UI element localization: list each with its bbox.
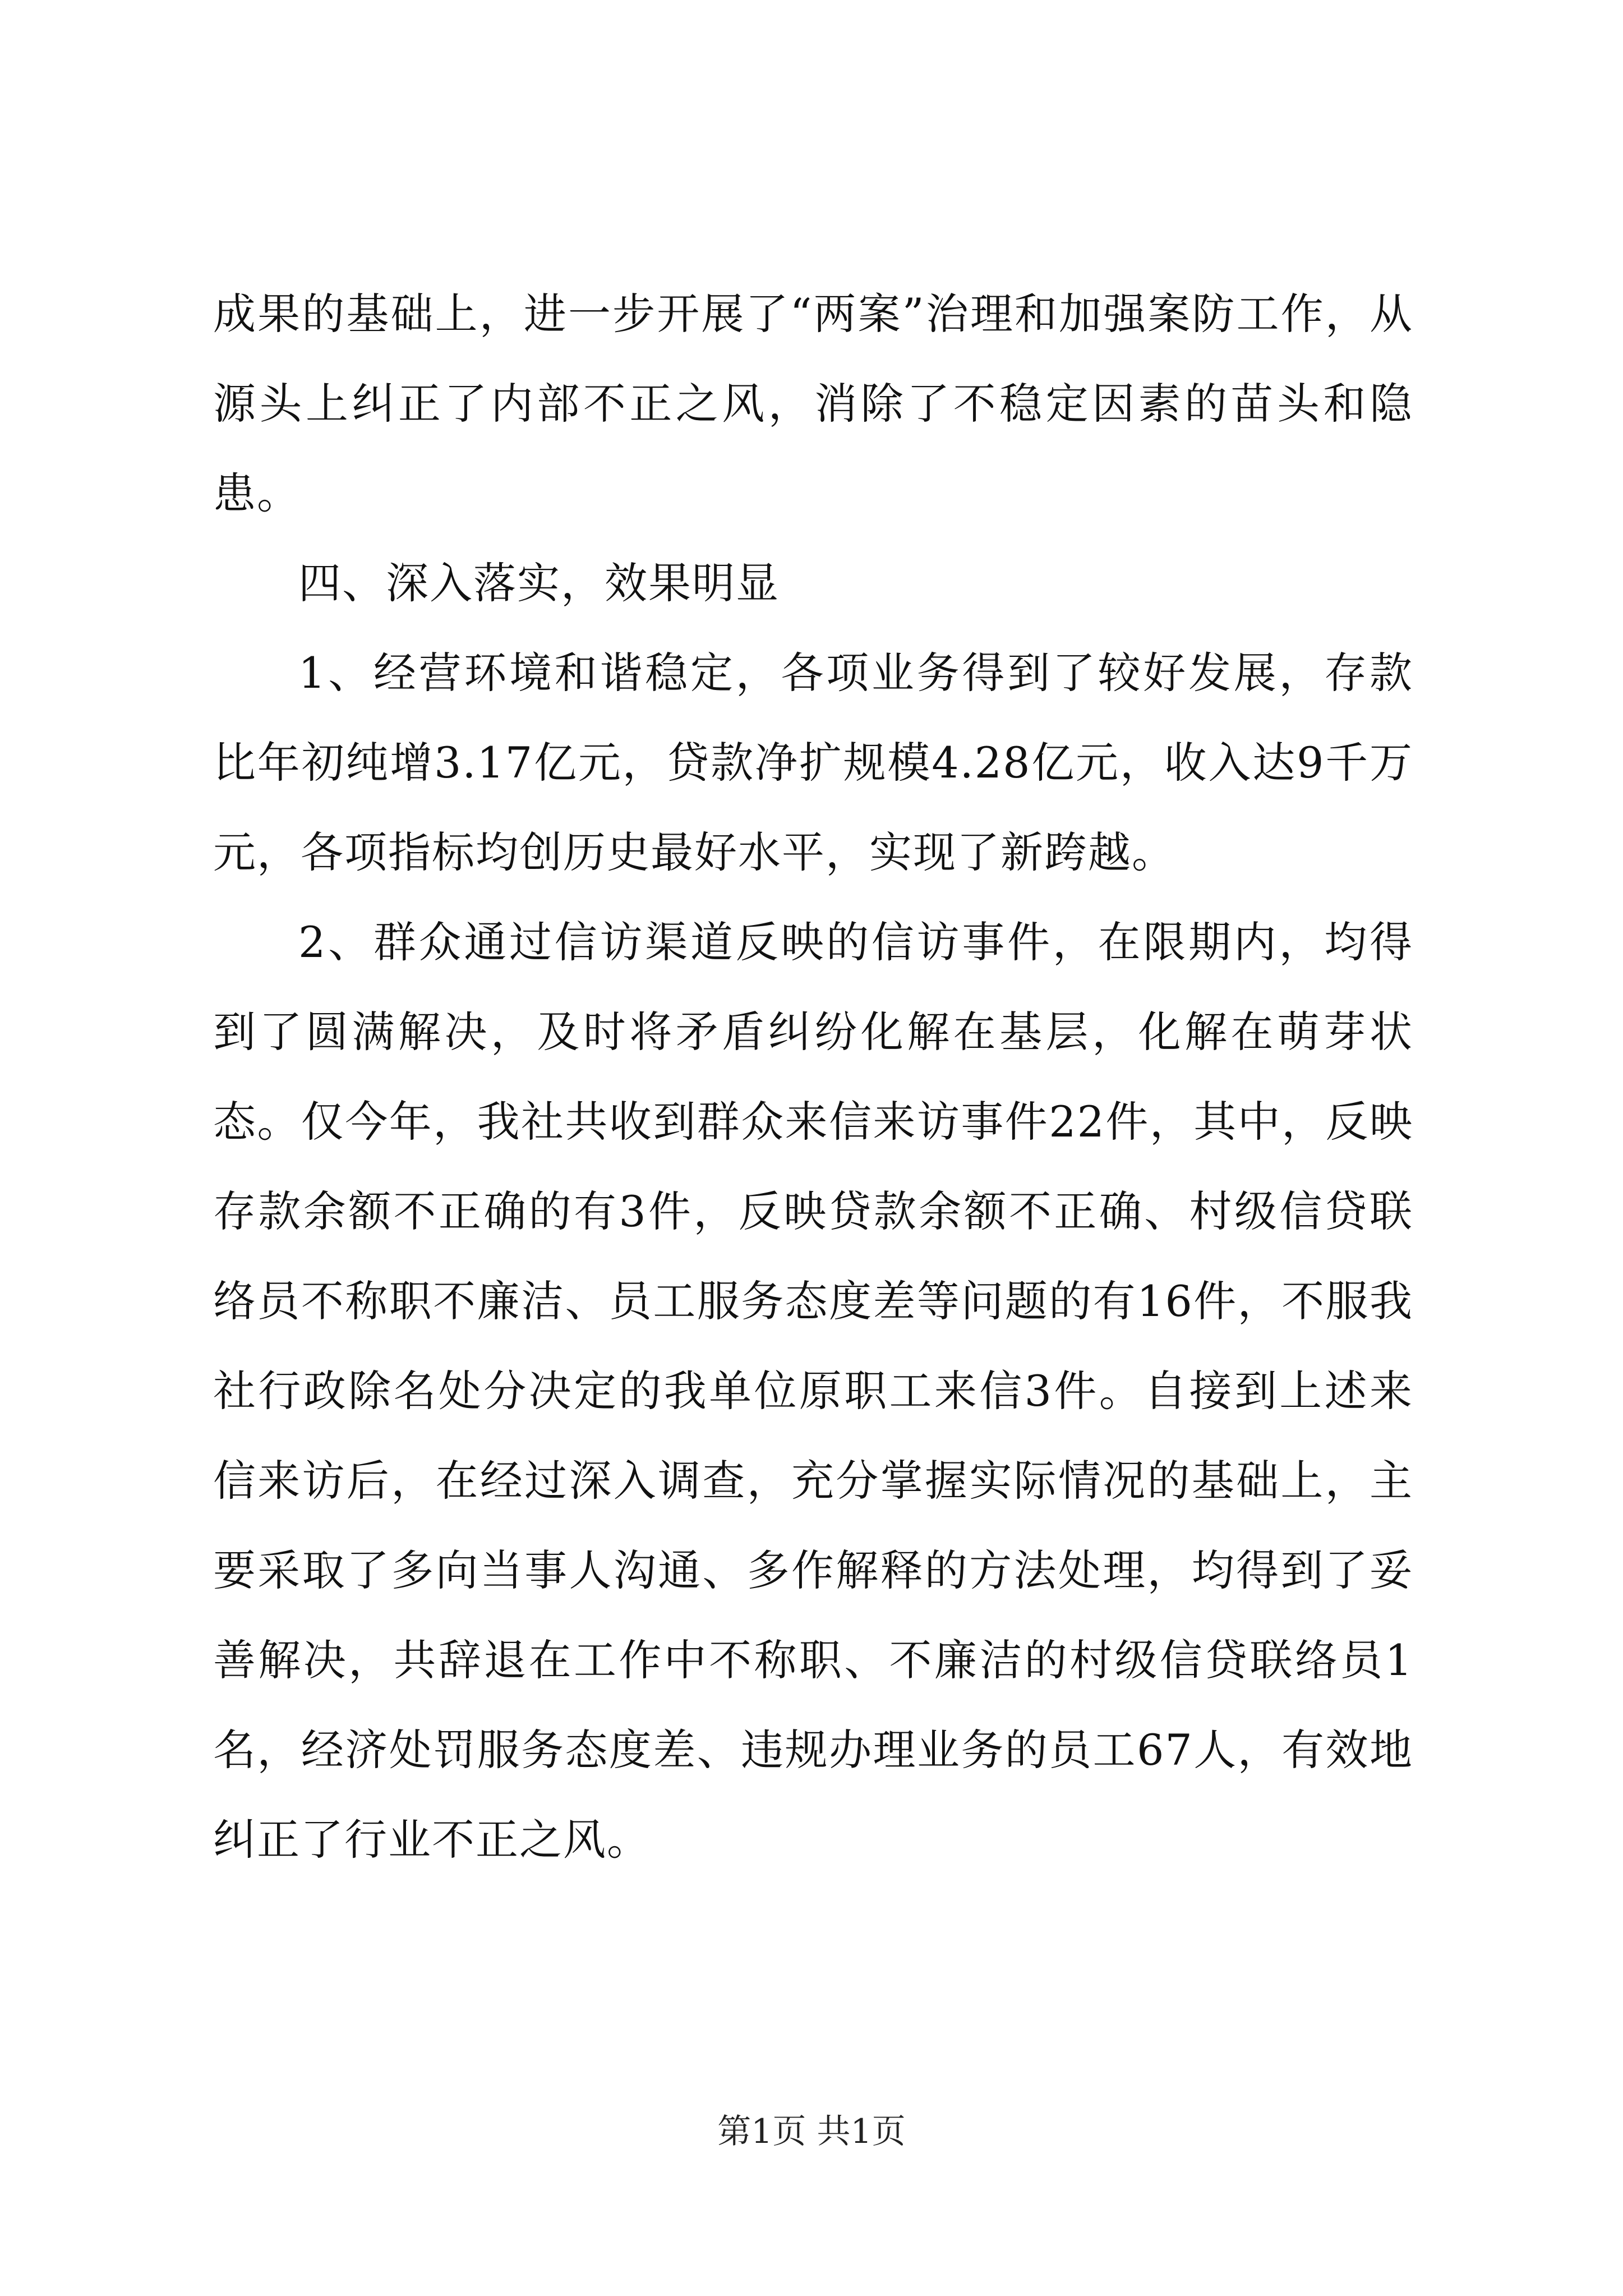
document-body — [213, 269, 1413, 1885]
section-heading: 四、深入落实，效果明显 — [298, 558, 780, 608]
page-footer — [0, 2109, 1623, 2154]
paragraph-item-1: 1、经营环境和谐稳定，各项业务得到了较好发展，存款比年初纯增3.17亿元，贷款净扩规模4.28亿元，收入达9千万元，各项指标均创历史最好水平，实现了新跨越。 — [213, 648, 1413, 877]
page-number-label: 第1页 共1页 — [717, 2112, 906, 2151]
paragraph-continuation: 成果的基础上，进一步开展了“两案”治理和加强案防工作，从源头上纠正了内部不正之风，消除了不稳定因素的苗头和隐患。 — [213, 289, 1413, 518]
paragraph-item-2: 2、群众通过信访渠道反映的信访事件，在限期内，均得到了圆满解决，及时将矛盾纠纷化解在基层，化解在萌芽状态。仅今年，我社共收到群众来信来访事件22件，其中，反映存款余额不正确的有3件，反映贷款余额不正确、村级信贷联络员不称职不廉洁、员工服务态度差等问题的有16件，不服我社行政除名处分决定的我单位原职工来信3件。自接到上述来信来访后，在经过深入调查，充分掌握实际情况的基础上，主要采取了多向当事人沟通、多作解释的方法处理，均得到了妥善解决，共辞退在工作中不称职、不廉洁的村级信贷联络员1名，经济处罚服务态度差、违规办理业务的员工67人，有效地纠正了行业不正之风。 — [213, 917, 1413, 1865]
